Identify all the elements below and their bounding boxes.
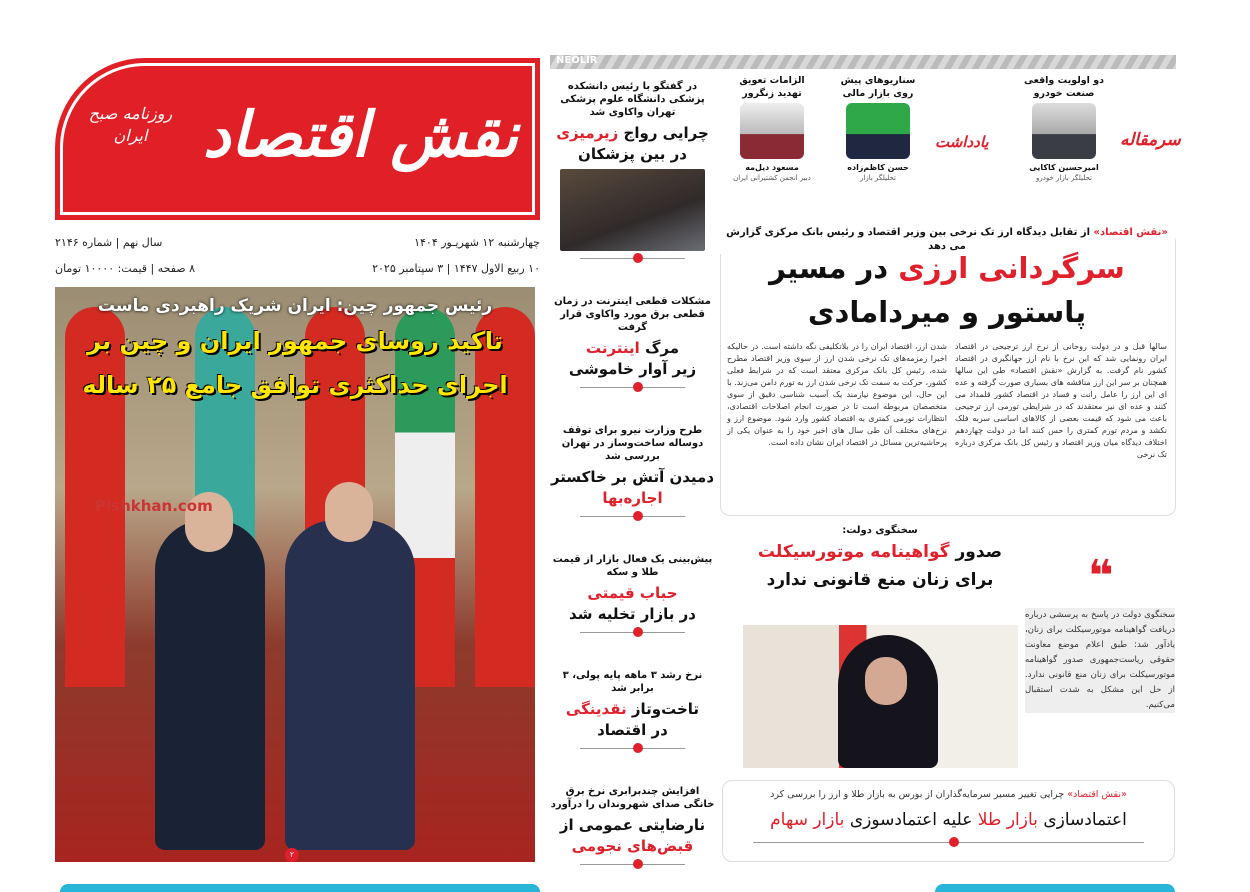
newspaper-subtitle: روزنامه صبح ایران (88, 104, 173, 145)
middle-item-3[interactable] (550, 424, 715, 517)
author-role: دبیر انجمن کشتیرانی ایران (733, 174, 811, 182)
masthead-logo (55, 58, 540, 220)
headline-line2: زیر آوار خاموشی (568, 360, 697, 378)
kicker: در گفتگو با رئیس دانشکده پزشکی دانشگاه علوم پزشکی تهران واکاوی شد (560, 81, 705, 118)
second-story[interactable] (735, 524, 1025, 594)
middle-item-1[interactable] (550, 80, 715, 259)
author-photo (1032, 103, 1096, 159)
headline-line2: در بازار تخلیه شد (569, 605, 696, 623)
note-label: یادداشت (935, 133, 989, 151)
headline-line2: در اقتصاد (597, 721, 668, 739)
separator (580, 748, 685, 749)
separator (580, 387, 685, 388)
editorial-label: سرمقاله (1120, 130, 1181, 150)
opinion-title: سناریوهای پیش روی بازار مالی (840, 75, 916, 99)
bottom-banner (60, 884, 540, 892)
watermark: Pishkhan.com (95, 497, 213, 515)
newspaper-title: نقش اقتصاد (202, 98, 518, 171)
kicker: نرخ رشد ۳ ماهه پایه پولی، ۳ برابر شد (562, 670, 703, 694)
middle-column (550, 80, 715, 865)
author-name: حسن کاظم‌زاده (847, 163, 909, 172)
separator (753, 842, 1144, 843)
headline-red: اجاره‌بها (602, 489, 663, 507)
page-ref: ۲ (285, 848, 299, 862)
author-photo (846, 103, 910, 159)
middle-item-5[interactable] (550, 669, 715, 749)
headline-red: اینترنت (585, 339, 640, 357)
main-headline-line1: تاکید روسای جمهور ایران و چین بر (87, 327, 503, 355)
headline-red: گواهینامه موتورسیکلت (757, 542, 950, 562)
pages-price: ۸ صفحه | قیمت: ۱۰۰۰۰ تومان (55, 262, 196, 275)
separator (580, 258, 685, 259)
author-name: مسعود دیل‌مه (745, 163, 799, 172)
headline-part: اعتمادسازی (1043, 810, 1127, 830)
author-role: تحلیلگر بازار (860, 174, 896, 182)
main-headline-line2: اجرای حداکثری توافق جامع ۲۵ ساله (82, 371, 508, 399)
headline-line2: در بین پزشکان (578, 145, 687, 163)
headline-red: سرگردانی ارزی (898, 251, 1125, 285)
second-story-photo (743, 625, 1018, 768)
article-photo (560, 169, 705, 251)
year-issue: سال نهم | شماره ۲۱۴۶ (55, 236, 163, 249)
opinion-title: دو اولویت واقعی صنعت خودرو (1023, 75, 1105, 99)
kicker: افزایش چندبرابری نرخ برق خانگی صدای شهروندان را درآورد (550, 786, 715, 810)
headline-red: بازار سهام (770, 810, 845, 830)
author-role: تحلیلگر بازار خودرو (1036, 174, 1092, 182)
headline-line2: برای زنان منع قانونی ندارد (766, 570, 994, 590)
headline: صدور (955, 542, 1003, 562)
middle-item-2[interactable] (550, 295, 715, 388)
headline-line2: پاستور و میردامادی (807, 295, 1087, 329)
headline-part: علیه اعتمادسوزی (849, 810, 973, 830)
headline: مرگ (645, 339, 680, 357)
headline-red: زیرمیزی (556, 124, 619, 142)
main-photo (55, 287, 535, 862)
middle-item-4[interactable] (550, 553, 715, 633)
opinion-title: الزامات تعویق تهدید زنگرور (739, 75, 805, 99)
headline-red: حباب قیمتی (587, 584, 678, 602)
bottom-banner (935, 884, 1175, 892)
headline: تاخت‌وتاز (631, 700, 700, 718)
photo-headline-block (55, 293, 535, 407)
date-persian: چهارشنبه ۱۲ شهریـور ۱۴۰۴ (414, 236, 540, 249)
kicker-red: «نقش اقتصاد» (1067, 789, 1127, 800)
headline-red: بازار طلا (977, 810, 1038, 830)
headline: دمیدن آتش بر خاکستر (550, 468, 715, 486)
body-text-right: سالها قبل و در دولت روحانی از نرخ ارز ترجیحی در اقتصاد ایران رونمایی شد که این نرخ با نام ارز جهانگیری در اقتصاد کشور نام گرفت. به گزارش «نقش اقتصاد» طی این سالها همچنان بر سر این ارز مناقشه های بسیاری صورت گرفته و عده ای این ارز را عامل رانت و فساد در اقتصاد کشور قلمداد می کنند و عده ای نیز معتقدند که در شرایطی تورمی ارز ترجیحی باعث می شود که قیمت بعضی از کالاهای اساسی سربه فلک نکشد و مردم تورم کمتری را حس کنند اما در دولت چهاردهم اختلاف دیدگاه میان وزیر اقتصاد و رئیس کل بانک مرکزی درباره تک نرخی (955, 342, 1167, 459)
second-story-body: سخنگوی دولت در پاسخ به پرسشی درباره دریافت گواهینامه موتورسیکلت برای زنان، یادآور شد: طبق اعلام موضع معاونت حقوقی ریاست‌جمهوری صدور گواهینامه موتورسیکلت برای زنان منع قانونی ندارد. از حل این مشکل به شدت استقبال می‌کنیم. (1025, 608, 1175, 713)
top-dashed-bar (550, 55, 1176, 69)
headline: در مسیر (769, 251, 889, 285)
headline: چرایی رواج (623, 124, 709, 142)
opinion-item-2[interactable] (836, 74, 920, 183)
headline: نارضایتی عمومی از (559, 816, 706, 834)
kicker: چرایی تغییر مسیر سرمایه‌گذاران از بورس به بازار طلا و ارز را بررسی کرد (770, 789, 1065, 800)
kicker: سخنگوی دولت: (842, 525, 918, 536)
headline-red: قبض‌های نجومی (571, 837, 694, 855)
photo-kicker: رئیس جمهور چین: ایران شریک راهبردی ماست (97, 296, 493, 316)
opinion-item-1[interactable] (1022, 74, 1106, 183)
headline-red: نقدینگی (565, 700, 627, 718)
site-label: NEOLIR (556, 55, 598, 66)
lead-story[interactable] (720, 227, 1176, 516)
date-hijri-gregorian: ۱۰ ربیع الاول ۱۴۴۷ | ۳ سپتامبر ۲۰۲۵ (372, 262, 540, 275)
middle-item-6[interactable] (550, 785, 715, 865)
separator (580, 516, 685, 517)
bottom-story[interactable] (722, 780, 1175, 862)
separator (580, 632, 685, 633)
kicker: پیش‌بینی یک فعال بازار از قیمت طلا و سکه (552, 554, 713, 578)
body-text-left: شدن ارز، اقتصاد ایران را در بلاتکلیفی نگه داشته است. در حالیکه اخیرا زمزمه‌های تک نرخی شدن ارز از سوی وزیر اقتصاد مطرح شده، رئیس کل بانک مرکزی معتقد است که در شرایط فعلی کشور، حرکت به سمت تک نرخی شدن ارز به تورم دامن می‌زند. با این حال، این موضوع نیازمند یک آسیب شناسی دقیق از سوی متخصصان مربوطه است تا در صورت انجام اصلاحات اقتصادی، انتظارات تورمی کمتری به اقتصاد کشور وارد شود. موضوع ارز و نرخ‌های مختلف آن طی سال های اخیر خود را به عنوان یکی از پرحاشیه‌ترین مسائل در اقتصاد ایران نشان داده است. (727, 342, 947, 447)
quote-icon: ❝ (1088, 551, 1114, 602)
kicker: طرح وزارت نیرو برای توقف دوساله ساخت‌وساز در تهران بررسی شد (561, 425, 704, 462)
author-photo (740, 103, 804, 159)
kicker: از تقابل دیدگاه ارز تک نرخی بین وزیر اقتصاد و رئیس بانک مرکزی گزارش می دهد (726, 227, 1091, 252)
separator (580, 864, 685, 865)
opinion-item-3[interactable] (730, 74, 814, 183)
author-name: امیرحسین کاکایی (1029, 163, 1099, 172)
kicker: مشکلات قطعی اینترنت در زمان قطعی برق مورد واکاوی قرار گرفت (554, 296, 711, 333)
kicker-red: «نقش اقتصاد» (1093, 227, 1168, 238)
